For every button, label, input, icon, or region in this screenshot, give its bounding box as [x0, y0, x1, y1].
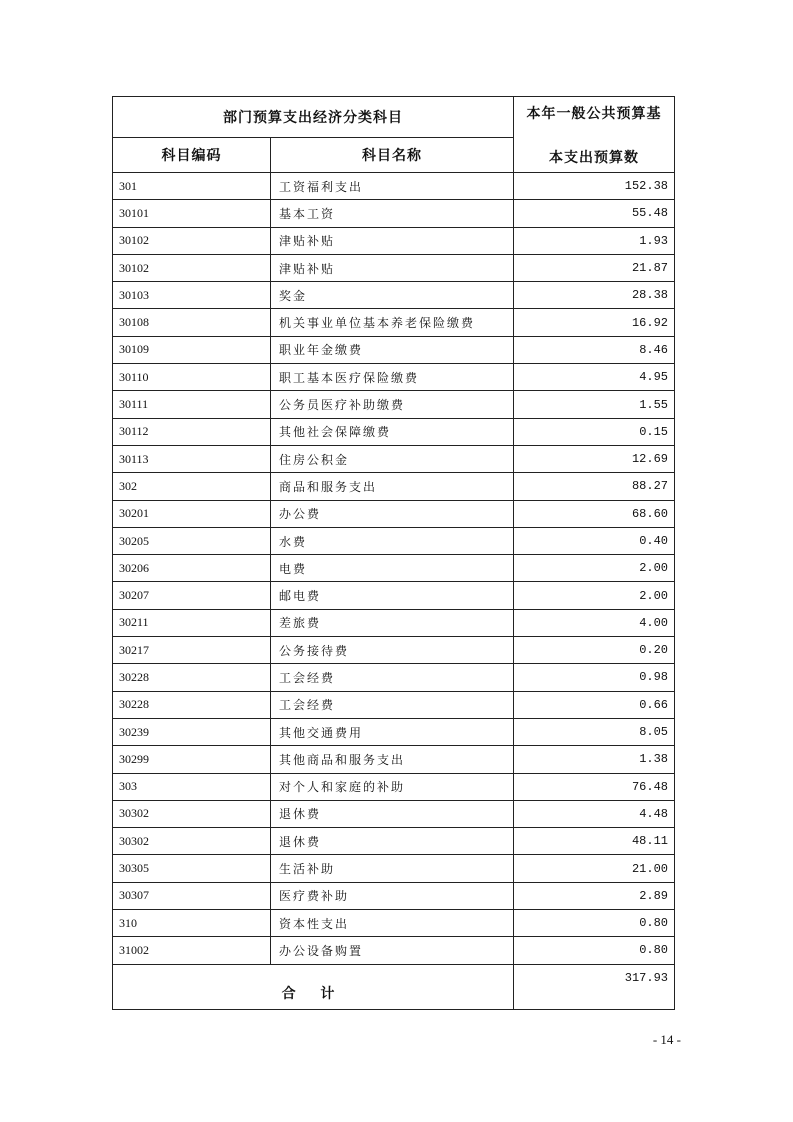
subject-code: 30206: [113, 555, 271, 582]
budget-amount: 21.00: [514, 855, 675, 882]
subject-name: 医疗费补助: [271, 882, 514, 909]
budget-amount: 0.66: [514, 691, 675, 718]
table-row: [113, 800, 675, 827]
table-row: [113, 282, 675, 309]
subject-code: 30299: [113, 746, 271, 773]
budget-amount: 2.89: [514, 882, 675, 909]
table-row: [113, 691, 675, 718]
budget-table-container: [112, 96, 674, 1010]
subject-code: 30207: [113, 582, 271, 609]
amount-header-line2: 本支出预算数: [549, 149, 639, 166]
table-row: [113, 910, 675, 937]
table-row: [113, 773, 675, 800]
subject-code: 30307: [113, 882, 271, 909]
table-row: [113, 364, 675, 391]
budget-amount: 4.48: [514, 800, 675, 827]
subject-name: 工会经费: [271, 691, 514, 718]
budget-amount: 0.20: [514, 637, 675, 664]
table-row: [113, 882, 675, 909]
subject-code: 30211: [113, 609, 271, 636]
budget-amount: 48.11: [514, 828, 675, 855]
table-row: [113, 173, 675, 200]
subject-name: 其他社会保障缴费: [271, 418, 514, 445]
budget-amount: 0.15: [514, 418, 675, 445]
subject-name: 电费: [271, 555, 514, 582]
table-row: [113, 609, 675, 636]
budget-amount: 0.40: [514, 527, 675, 554]
table-row: [113, 855, 675, 882]
subject-name: 职工基本医疗保险缴费: [271, 364, 514, 391]
subject-code: 30111: [113, 391, 271, 418]
subject-name: 办公费: [271, 500, 514, 527]
subject-name: 职业年金缴费: [271, 336, 514, 363]
budget-amount: 2.00: [514, 582, 675, 609]
subject-name: 办公设备购置: [271, 937, 514, 964]
subject-name: 工资福利支出: [271, 173, 514, 200]
economic-classification-header: 部门预算支出经济分类科目: [113, 97, 514, 138]
budget-amount: 28.38: [514, 282, 675, 309]
budget-amount: 152.38: [514, 173, 675, 200]
code-column-header: 科目编码: [113, 138, 271, 173]
budget-amount: 1.38: [514, 746, 675, 773]
subject-code: 30302: [113, 828, 271, 855]
table-row: [113, 637, 675, 664]
budget-amount: 4.95: [514, 364, 675, 391]
subject-name: 水费: [271, 527, 514, 554]
subject-code: 30239: [113, 718, 271, 745]
table-row: [113, 555, 675, 582]
table-row: [113, 500, 675, 527]
subject-name: 资本性支出: [271, 910, 514, 937]
budget-amount: 12.69: [514, 445, 675, 472]
budget-amount: 8.46: [514, 336, 675, 363]
budget-amount: 8.05: [514, 718, 675, 745]
total-amount: 317.93: [514, 964, 675, 1009]
table-body: [113, 173, 675, 965]
amount-header-line1: 本年一般公共预算基: [526, 105, 662, 122]
subject-name: 公务接待费: [271, 637, 514, 664]
table-row: [113, 664, 675, 691]
subject-code: 30217: [113, 637, 271, 664]
subject-code: 302: [113, 473, 271, 500]
subject-code: 30101: [113, 200, 271, 227]
amount-column-header: [514, 97, 675, 173]
table-row: [113, 309, 675, 336]
subject-code: 30302: [113, 800, 271, 827]
budget-amount: 4.00: [514, 609, 675, 636]
subject-code: 301: [113, 173, 271, 200]
subject-name: 机关事业单位基本养老保险缴费: [271, 309, 514, 336]
budget-amount: 0.80: [514, 937, 675, 964]
table-row: [113, 828, 675, 855]
subject-name: 差旅费: [271, 609, 514, 636]
table-row: [113, 336, 675, 363]
budget-amount: 1.93: [514, 227, 675, 254]
subject-code: 30108: [113, 309, 271, 336]
subject-name: 商品和服务支出: [271, 473, 514, 500]
subject-code: 30102: [113, 254, 271, 281]
budget-amount: 88.27: [514, 473, 675, 500]
subject-name: 退休费: [271, 800, 514, 827]
budget-amount: 16.92: [514, 309, 675, 336]
table-row: [113, 718, 675, 745]
subject-name: 津贴补贴: [271, 227, 514, 254]
subject-name: 奖金: [271, 282, 514, 309]
table-row: [113, 418, 675, 445]
budget-amount: 2.00: [514, 555, 675, 582]
budget-amount: 21.87: [514, 254, 675, 281]
name-column-header: 科目名称: [271, 138, 514, 173]
budget-amount: 0.80: [514, 910, 675, 937]
page-number: - 14 -: [652, 1032, 681, 1047]
subject-name: 对个人和家庭的补助: [271, 773, 514, 800]
subject-name: 基本工资: [271, 200, 514, 227]
table-row: [113, 391, 675, 418]
subject-code: 30305: [113, 855, 271, 882]
table-row: [113, 937, 675, 964]
table-row: [113, 582, 675, 609]
budget-expenditure-table: [112, 96, 675, 1010]
table-row: [113, 527, 675, 554]
subject-code: 30112: [113, 418, 271, 445]
subject-name: 其他商品和服务支出: [271, 746, 514, 773]
table-row: [113, 254, 675, 281]
subject-name: 生活补助: [271, 855, 514, 882]
subject-code: 30228: [113, 691, 271, 718]
subject-code: 31002: [113, 937, 271, 964]
subject-code: 30113: [113, 445, 271, 472]
subject-code: 30103: [113, 282, 271, 309]
total-label: 合 计: [113, 964, 514, 1009]
budget-amount: 68.60: [514, 500, 675, 527]
subject-code: 303: [113, 773, 271, 800]
subject-code: 30205: [113, 527, 271, 554]
table-row: [113, 746, 675, 773]
budget-amount: 55.48: [514, 200, 675, 227]
subject-name: 公务员医疗补助缴费: [271, 391, 514, 418]
subject-code: 30102: [113, 227, 271, 254]
table-row: [113, 200, 675, 227]
subject-code: 30201: [113, 500, 271, 527]
subject-name: 退休费: [271, 828, 514, 855]
budget-amount: 0.98: [514, 664, 675, 691]
table-row: [113, 445, 675, 472]
subject-name: 工会经费: [271, 664, 514, 691]
subject-code: 30110: [113, 364, 271, 391]
subject-name: 邮电费: [271, 582, 514, 609]
budget-amount: 1.55: [514, 391, 675, 418]
total-row: [113, 964, 675, 1009]
table-row: [113, 473, 675, 500]
subject-name: 其他交通费用: [271, 718, 514, 745]
subject-name: 津贴补贴: [271, 254, 514, 281]
table-row: [113, 227, 675, 254]
subject-code: 310: [113, 910, 271, 937]
subject-code: 30228: [113, 664, 271, 691]
budget-amount: 76.48: [514, 773, 675, 800]
subject-code: 30109: [113, 336, 271, 363]
subject-name: 住房公积金: [271, 445, 514, 472]
